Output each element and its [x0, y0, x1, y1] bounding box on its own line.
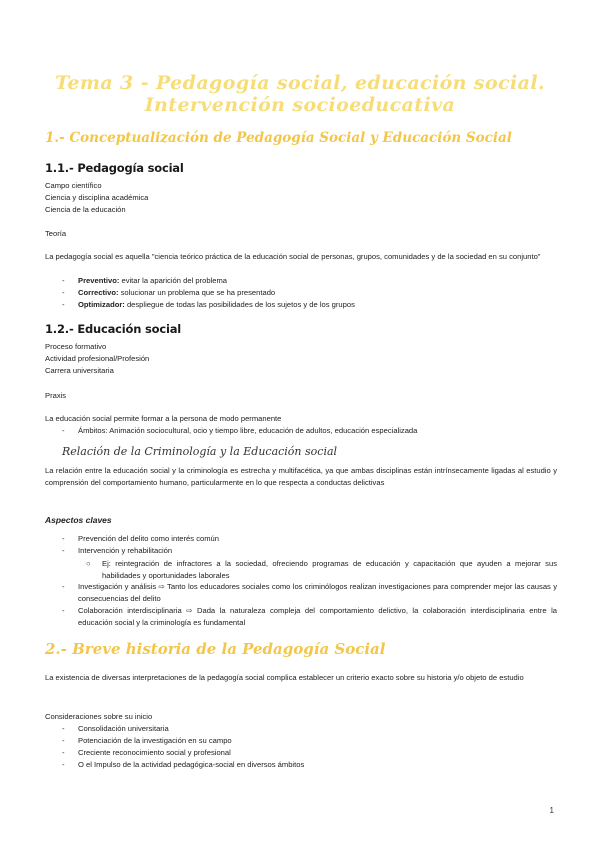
- subsection-1-2-heading: 1.2.- Educación social: [45, 322, 182, 336]
- list-item-text: O el Impulso de la actividad pedagógica-social en diversos ámbitos: [78, 760, 305, 769]
- list-item: - Correctivo: solucionar un problema que se ha presentado: [62, 288, 276, 297]
- list-item-text: Prevención del delito como interés común: [78, 534, 219, 543]
- relacion-heading: Relación de la Criminología y la Educación social: [62, 445, 338, 458]
- relacion-paragraph: La relación entre la educación social y la criminología es estrecha y multifacética, ya que ambas disciplinas están intrínsecamente ligadas al estudio y comprensión del comportamiento humano, particularmente en lo que respecta a conductas delictivas: [45, 466, 557, 487]
- text-line: Teoría: [45, 229, 67, 238]
- list-item-text: evitar la aparición del problema: [119, 276, 227, 285]
- definition-paragraph: La pedagogía social es aquella "ciencia teórico práctica de la educación social de personas, grupos, comunidades y de la sociedad en su conjunto": [45, 252, 541, 261]
- list-item-text: Investigación y análisis ⇨ Tanto los educadores sociales como los criminólogos realizan investigaciones para comprender mejor las causas y consecuencias del delito: [78, 582, 557, 603]
- text-line: Campo científico: [45, 181, 102, 190]
- list-item-text: Creciente reconocimiento social y profesional: [78, 748, 231, 757]
- list-item-text: Ámbitos: Animación sociocultural, ocio y tiempo libre, educación de adultos, educación especializada: [78, 426, 418, 435]
- text-line: La educación social permite formar a la persona de modo permanente: [45, 414, 282, 423]
- section-2-paragraph: La existencia de diversas interpretaciones de la pedagogía social complica establecer un criterio exacto sobre su historia y/o objeto de estudio: [45, 673, 524, 682]
- list-item: - Investigación y análisis ⇨ Tanto los educadores sociales como los criminólogos realizan investigaciones para comprender mejor las causas y consecuencias del delito: [62, 582, 557, 603]
- list-item-text: solucionar un problema que se ha presentado: [118, 288, 276, 297]
- text-line: Carrera universitaria: [45, 366, 114, 375]
- page-number: 1: [549, 806, 554, 815]
- list-item: - Consolidación universitaria: [62, 723, 557, 735]
- list-item: - Colaboración interdisciplinaria ⇨ Dada la naturaleza compleja del comportamiento delictivo, la colaboración interdisciplinaria entre la educación social y la criminología es fundamental: [62, 606, 557, 627]
- text-line: Proceso formativo: [45, 342, 107, 351]
- list-item-text: Colaboración interdisciplinaria ⇨ Dada la naturaleza compleja del comportamiento delictivo, la colaboración interdisciplinaria entre la educación social y la criminología es fundamental: [78, 606, 557, 627]
- sub-list-item: ○ Ej: reintegración de infractores a la sociedad, ofreciendo programas de educación y capacitación que ayuden a mejorar sus habilidades y oportunidades laborales: [86, 559, 557, 580]
- list-item: - Preventivo: evitar la aparición del problema: [62, 276, 227, 285]
- section-1-heading: 1.- Conceptualización de Pedagogía Social y Educación Social: [45, 130, 512, 146]
- subsection-1-1-heading: 1.1.- Pedagogía social: [45, 161, 184, 175]
- title-line-2: Intervención socioeducativa: [144, 94, 456, 116]
- list-item: - Prevención del delito como interés común: [62, 533, 557, 545]
- title-line-1: Tema 3 - Pedagogía social, educación social.: [54, 72, 546, 94]
- text-line: Ciencia y disciplina académica: [45, 193, 149, 202]
- sub-list-item-text: Ej: reintegración de infractores a la sociedad, ofreciendo programas de educación y capacitación que ayuden a mejorar sus habilidades y oportunidades laborales: [102, 559, 557, 580]
- section-2-heading: 2.- Breve historia de la Pedagogía Social: [45, 640, 386, 658]
- aspectos-heading: Aspectos claves: [45, 515, 112, 525]
- list-item: - Intervención y rehabilitación: [62, 545, 557, 557]
- text-line: Praxis: [45, 391, 67, 400]
- list-item: - Creciente reconocimiento social y profesional: [62, 747, 557, 759]
- list-item-label: Correctivo:: [78, 288, 119, 297]
- list-item-text: despliegue de todas las posibilidades de los sujetos y de los grupos: [124, 300, 355, 309]
- list-item-text: Potenciación de la investigación en su campo: [78, 736, 232, 745]
- list-item-text: Intervención y rehabilitación: [78, 546, 173, 555]
- list-item: - O el Impulso de la actividad pedagógica-social en diversos ámbitos: [62, 759, 557, 771]
- list-item-label: Preventivo:: [78, 276, 120, 285]
- list-item: - Ámbitos: Animación sociocultural, ocio y tiempo libre, educación de adultos, educación especializada: [62, 425, 557, 437]
- text-line: Consideraciones sobre su inicio: [45, 712, 153, 721]
- text-line: Ciencia de la educación: [45, 205, 126, 214]
- list-item-text: Consolidación universitaria: [78, 724, 169, 733]
- text-line: Actividad profesional/Profesión: [45, 354, 150, 363]
- list-item: - Potenciación de la investigación en su campo: [62, 735, 557, 747]
- list-item: - Optimizador: despliegue de todas las posibilidades de los sujetos y de los grupos: [62, 300, 355, 309]
- list-item-label: Optimizador:: [78, 300, 125, 309]
- document-title: [40, 72, 560, 116]
